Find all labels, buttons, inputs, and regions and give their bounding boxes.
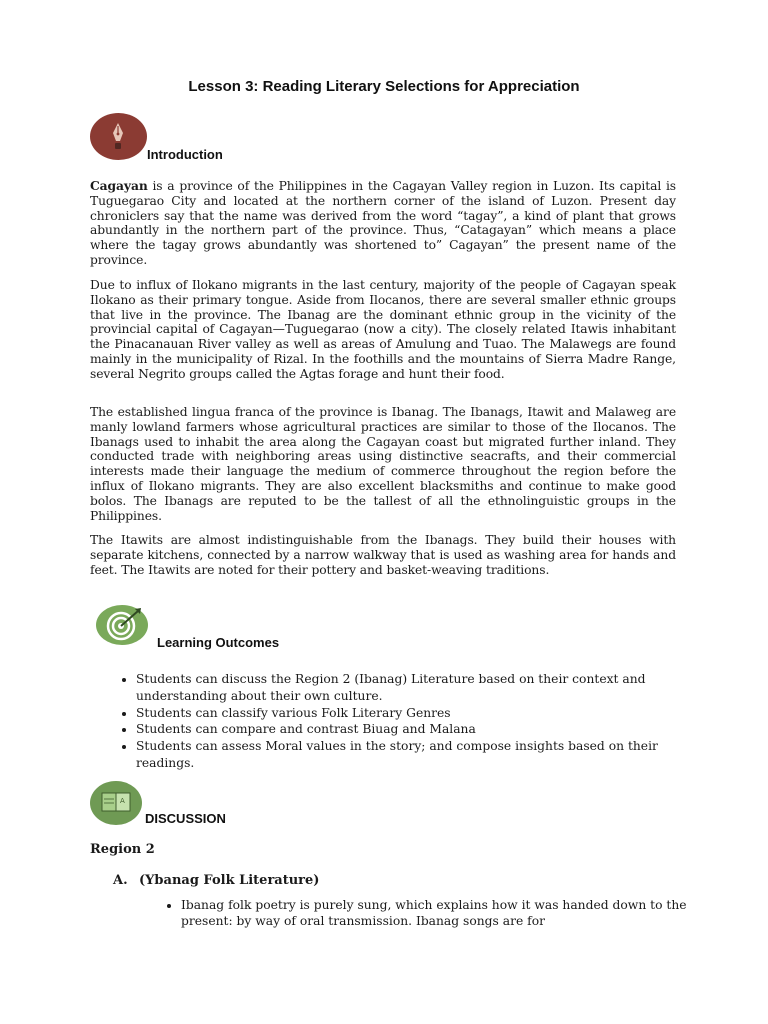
list-item: • Ibanag folk poetry is purely sung, which explains how it was handed down to the present: by way of oral transmission. Ibanag songs are for	[181, 897, 701, 929]
introduction-heading: Introduction	[147, 147, 223, 162]
book-icon	[90, 781, 142, 825]
discussion-heading: DISCUSSION	[145, 811, 226, 826]
subsection-title: (Ybanag Folk Literature)	[139, 873, 320, 888]
page-title: Lesson 3: Reading Literary Selections for Appreciation	[188, 78, 580, 95]
list-item: • Students can compare and contrast Biuag and Malana	[136, 721, 702, 738]
region-heading: Region 2	[90, 842, 155, 857]
learning-outcomes-heading: Learning Outcomes	[157, 635, 280, 650]
target-icon	[96, 605, 148, 645]
intro-paragraph-4: The Itawits are almost indistinguishable from the Ibanags. They build their houses with separate kitchens, connected by a narrow walkway that is used as washing area for hands and feet. The Itawits are noted for their pottery and basket-weaving traditions.	[90, 533, 676, 577]
list-item: • Students can classify various Folk Literary Genres	[136, 705, 702, 722]
intro-paragraph-1: Cagayan is a province of the Philippines in the Cagayan Valley region in Luzon. Its capital is Tuguegarao City and located at the northern corner of the island of Luzon. Present day chroniclers say that the name was derived from the word “tagay”, a kind of plant that grows abundantly in the northern part of the province. Thus, “Catagayan” which means a place where the tagay grows abundantly was shortened to” Cagayan” the present name of the province.	[90, 178, 676, 267]
cagayan-term: Cagayan	[90, 178, 148, 193]
subsection-heading	[113, 873, 319, 888]
learning-outcomes-list	[110, 671, 702, 772]
list-item: • Students can assess Moral values in the story; and compose insights based on their readings.	[136, 738, 702, 772]
intro-paragraph-2: Due to influx of Ilokano migrants in the last century, majority of the people of Cagayan speak Ilokano as their primary tongue. Aside from Ilocanos, there are several smaller ethnic groups that live in the province. The Ibanag are the dominant ethnic group in the vicinity of the provincial capital of Cagayan—Tuguegarao (now a city). The closely related Itawis inhabitant the Pinacanauan River valley as well as areas of Amulung and Tuao. The Malawegs are found mainly in the municipality of Rizal. In the foothills and the mountains of Sierra Madre Range, several Negrito groups called the Agtas forage and hunt their food.	[90, 278, 676, 381]
folk-literature-list	[155, 897, 701, 929]
intro-paragraph-3: The established lingua franca of the province is Ibanag. The Ibanags, Itawit and Malaweg are manly lowland farmers whose agricultural practices are similar to those of the Ilocanos. The Ibanags used to inhabit the area along the Cagayan coast but migrated further inland. They conducted trade with neighboring areas using distinctive seacrafts, and their commercial interests made their language the medium of commerce throughout the region before the influx of Ilokano migrants. They are also excellent blacksmiths and continue to make good bolos. The Ibanags are reputed to be the tallest of all the ethnolinguistic groups in the Philippines.	[90, 405, 676, 523]
list-item: • Students can discuss the Region 2 (Ibanag) Literature based on their context and understanding about their own culture.	[136, 671, 702, 705]
subsection-letter: A.	[113, 873, 128, 888]
svg-text:A: A	[120, 797, 125, 805]
fountain-pen-icon	[90, 113, 147, 160]
